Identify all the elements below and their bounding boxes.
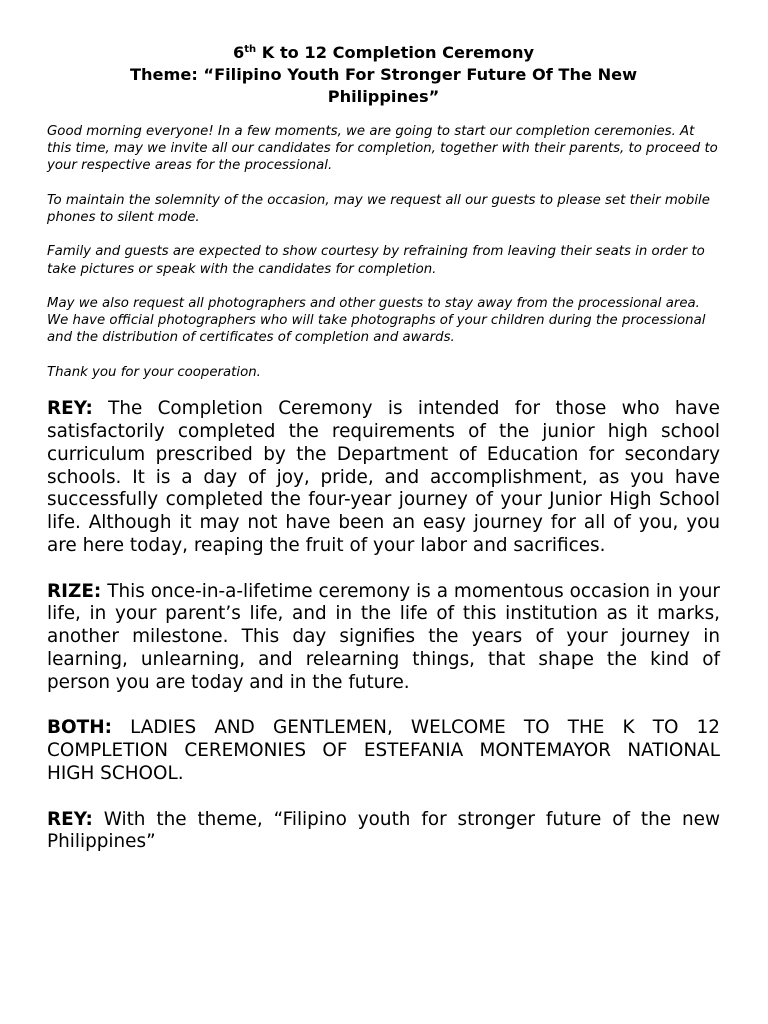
document-page [47, 42, 720, 877]
speaker-label: RIZE: [47, 580, 102, 602]
theme-line-1: Theme: “Filipino Youth For Stronger Future Of The New [129, 65, 638, 84]
intro-paragraph: Family and guests are expected to show courtesy by refraining from leaving their seats in order to take pictures or speak with the candidates for completion. [47, 244, 705, 277]
speech-paragraph [47, 581, 720, 695]
speech-paragraph [47, 717, 720, 785]
speech-text: With the theme, “Filipino youth for stronger future of the new Philippines” [47, 808, 720, 853]
title-block [47, 42, 720, 108]
ordinal-number: 6 [232, 43, 245, 62]
speaker-label: REY: [47, 808, 93, 830]
title-text: K to 12 Completion Ceremony [256, 43, 535, 62]
speech-text: LADIES AND GENTLEMEN, WELCOME TO THE K TO 12 COMPLETION CEREMONIES OF ESTEFANIA MONTEMAYOR NATIONAL HIGH SCHOOL. [47, 717, 720, 784]
speech-paragraph [47, 398, 720, 558]
script-body [47, 398, 720, 854]
intro-paragraph: May we also request all photographers and other guests to stay away from the processional area. We have official photographers who will take photographs of your children during the processional and the distribution of certificates of completion and awards. [47, 295, 706, 346]
speech-text: The Completion Ceremony is intended for those who have satisfactorily completed the requirements of the junior high school curriculum prescribed by the Department of Education for secondary schools. It is a day of joy, pride, and accomplishment, as you have successfully completed the four-year journey of your Junior High School life. Although it may not have been an easy journey for all of you, you are here today, reaping the fruit of your labor and sacrifices. [47, 398, 720, 556]
ceremony-title [47, 42, 720, 64]
theme-line-2: Philippines” [327, 87, 440, 106]
intro-announcements [47, 123, 720, 381]
ordinal-suffix: th [244, 44, 257, 55]
speaker-label: REY: [47, 398, 93, 420]
intro-paragraph: To maintain the solemnity of the occasion, may we request all our guests to please set their mobile phones to silent mode. [47, 192, 710, 225]
intro-paragraph: Good morning everyone! In a few moments, we are going to start our completion ceremonies. At this time, may we invite all our candidates for completion, together with their parents, to proceed to your respective areas for the processional. [47, 124, 718, 174]
speaker-label: BOTH: [47, 717, 112, 739]
speech-paragraph [47, 809, 720, 855]
speech-text: This once-in-a-lifetime ceremony is a momentous occasion in your life, in your parent’s life, and in the life of this institution as it marks, another milestone. This day signifies the years of your journey in learning, unlearning, and relearning things, that shape the kind of person you are today and in the future. [47, 580, 720, 693]
intro-paragraph: Thank you for your cooperation. [47, 364, 261, 380]
